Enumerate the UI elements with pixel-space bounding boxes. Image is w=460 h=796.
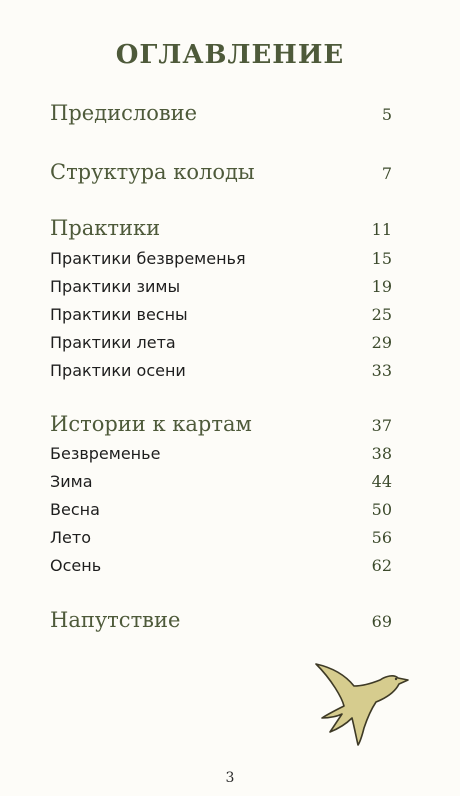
toc-entry-page: 19 [371,277,392,296]
toc-subentry[interactable] [50,472,392,491]
toc-entry-page: 33 [371,361,392,380]
toc-entry-label: Практики [50,216,161,240]
toc-entry-page: 44 [371,472,392,491]
toc-entry-label: Истории к картам [50,412,252,436]
toc-entry-label: Практики лета [50,333,176,352]
toc-entry-page: 37 [371,416,392,435]
toc-entry-label: Практики весны [50,305,188,324]
toc-entry-page: 62 [371,556,392,575]
page-title: ОГЛАВЛЕНИЕ [115,40,345,70]
toc-entry-page: 38 [371,444,392,463]
toc-entry-page: 69 [371,612,392,631]
toc-entry-label: Весна [50,500,100,519]
toc-subentry[interactable] [50,305,392,324]
toc-entry-label: Зима [50,472,93,491]
toc-entry-page: 29 [371,333,392,352]
toc-entry-card-stories[interactable] [50,412,392,436]
toc-subentry[interactable] [50,361,392,380]
toc-entry-farewell[interactable] [50,608,392,632]
bird-icon [312,656,412,746]
toc-subentry[interactable] [50,528,392,547]
page-number: 3 [225,770,235,786]
toc-entry-label: Практики зимы [50,277,181,296]
toc-entry-page: 50 [371,500,392,519]
toc-entry-page: 11 [371,220,392,239]
toc-entry-label: Лето [50,528,91,547]
toc-entry-label: Безвременье [50,444,161,463]
toc-entry-page: 25 [371,305,392,324]
toc-entry-page: 56 [371,528,392,547]
toc-entry-practices[interactable] [50,216,392,240]
toc-subentry[interactable] [50,333,392,352]
toc-subentry[interactable] [50,556,392,575]
toc-entry-label: Осень [50,556,102,575]
toc-entry-label: Напутствие [50,608,181,632]
toc-entry-page: 7 [381,164,392,183]
toc-entry-deck-structure[interactable] [50,160,392,184]
toc-subentry[interactable] [50,444,392,463]
toc-subentry[interactable] [50,277,392,296]
toc-entry-preface[interactable] [50,101,392,125]
toc-subentry[interactable] [50,500,392,519]
toc-entry-page: 5 [381,105,392,124]
toc-entry-label: Предисловие [50,101,198,125]
toc-entry-label: Практики безвременья [50,249,246,268]
toc-entry-page: 15 [371,249,392,268]
toc-subentry[interactable] [50,249,392,268]
toc-entry-label: Практики осени [50,361,186,380]
toc-entry-label: Структура колоды [50,160,255,184]
